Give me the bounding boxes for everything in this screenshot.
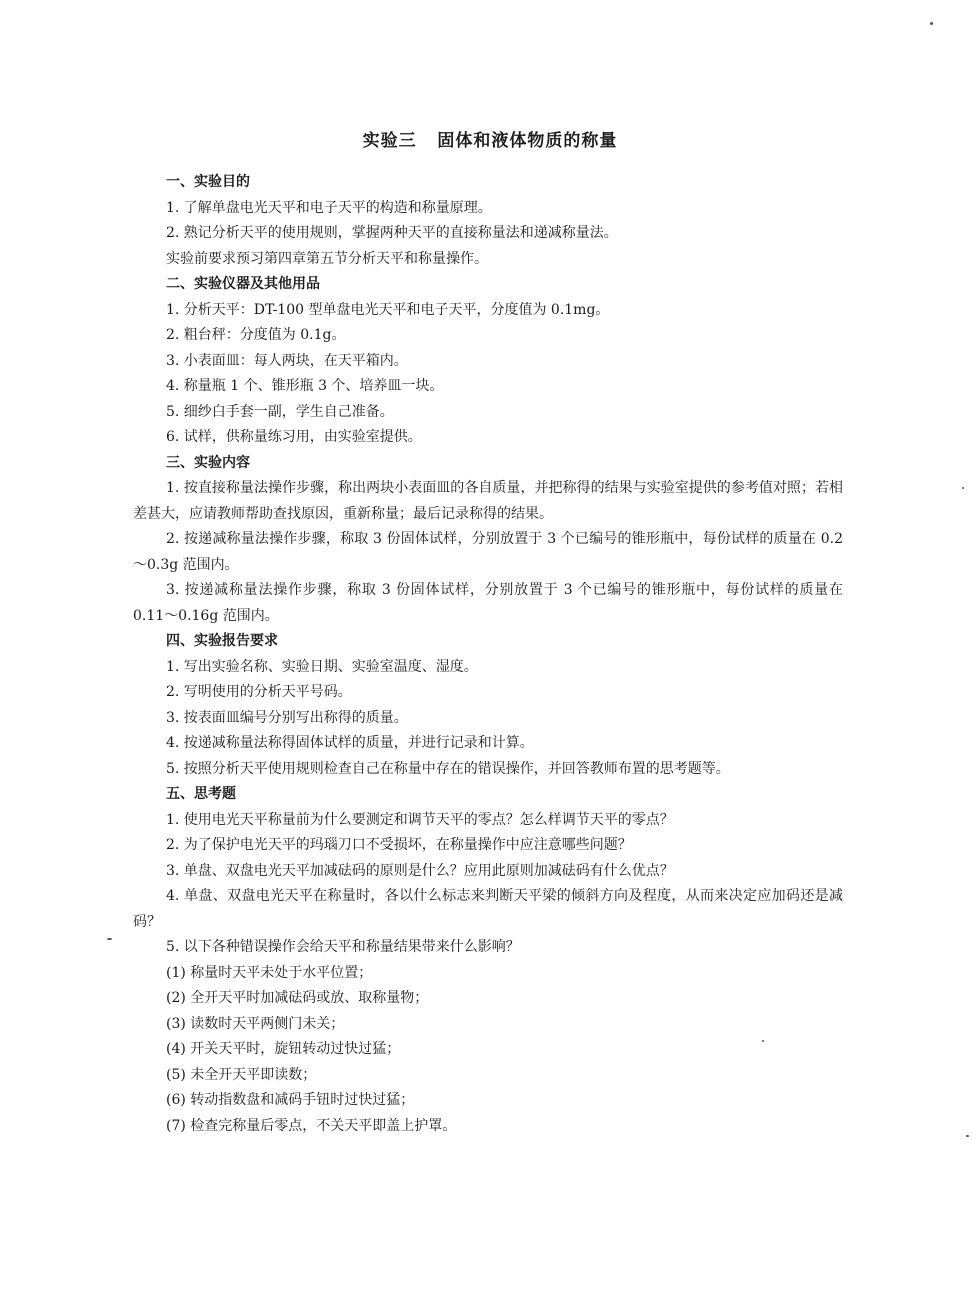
page-title: 实验三 固体和液体物质的称量 [362,131,618,151]
list-item: 3. 单盘、双盘电光天平加减砝码的原则是什么？应用此原则加减砝码有什么优点？ [166,862,674,879]
list-item: (7) 检查完称量后零点，不关天平即盖上护罩。 [166,1117,457,1134]
paragraph: 2. 按递减称量法操作步骤，称取 3 份固体试样，分别放置于 3 个已编号的锥形瓶中，每份试样的质量在 0.2～0.3g 范围内。 [133,531,843,573]
paragraph: 5. 按照分析天平使用规则检查自己在称量中存在的错误操作，并回答教师布置的思考题等。 [166,760,730,777]
list-item: 6. 试样，供称量练习用，由实验室提供。 [166,429,422,445]
list-item: 1. 了解单盘电光天平和电子天平的构造和称量原理。 [166,199,492,216]
list-item: (3) 读数时天平两侧门未关； [166,1015,345,1032]
list-item: (5) 未全开天平即读数； [166,1066,317,1083]
list-item: 2. 熟记分析天平的使用规则，掌握两种天平的直接称量法和递减称量法。 [166,225,618,241]
list-item: (6) 转动指数盘和减码手钮时过快过猛； [166,1092,415,1108]
section-heading-report: 四、实验报告要求 [166,633,278,649]
section-heading-questions: 五、思考题 [166,786,236,802]
section-heading-content: 三、实验内容 [166,454,250,471]
list-item: 3. 按表面皿编号分别写出称得的质量。 [166,709,408,726]
list-item: (1) 称量时天平未处于水平位置； [166,964,373,981]
paragraph: 1. 按直接称量法操作步骤，称出两块小表面皿的各自质量，并把称得的结果与实验室提供的参考值对照；若相差甚大，应请教师帮助查找原因，重新称量；最后记录称得的结果。 [133,480,843,522]
list-item: (4) 开关天平时，旋钮转动过快过猛； [166,1041,401,1057]
list-item: 2. 为了保护电光天平的玛瑙刀口不受损坏，在称量操作中应注意哪些问题？ [166,837,632,853]
list-item: 2. 粗台秤：分度值为 0.1g。 [166,327,346,343]
scan-speck [966,1135,969,1137]
document-body [133,170,843,1139]
scan-speck [962,487,964,489]
list-item: 2. 写明使用的分析天平号码。 [166,684,352,700]
list-item: 实验前要求预习第四章第五节分析天平和称量操作。 [166,250,488,267]
list-item: 4. 按递减称量法称得固体试样的质量，并进行记录和计算。 [166,735,534,751]
list-item: 4. 称量瓶 1 个、锥形瓶 3 个、培养皿一块。 [166,378,444,394]
list-item: 1. 使用电光天平称量前为什么要测定和调节天平的零点？怎么样调节天平的零点？ [166,811,674,828]
scan-speck [930,22,933,25]
paragraph: 4. 单盘、双盘电光天平在称量时，各以什么标志来判断天平梁的倾斜方向及程度，从而来决定应加码还是减码？ [133,888,843,930]
list-item: (2) 全开天平时加减砝码或放、取称量物； [166,990,429,1006]
list-item: 5. 以下各种错误操作会给天平和称量结果带来什么影响？ [166,939,520,955]
section-heading-objectives: 一、实验目的 [166,174,250,190]
scan-speck [762,1040,764,1042]
list-item: 3. 小表面皿：每人两块，在天平箱内。 [166,352,408,369]
scan-speck [107,938,112,940]
section-heading-equipment: 二、实验仪器及其他用品 [166,276,320,292]
paragraph: 3. 按递减称量法操作步骤，称取 3 份固体试样，分别放置于 3 个已编号的锥形瓶中，每份试样的质量在 0.11～0.16g 范围内。 [133,582,843,624]
list-item: 5. 细纱白手套一副，学生自己准备。 [166,403,394,420]
list-item: 1. 分析天平：DT-100 型单盘电光天平和电子天平，分度值为 0.1mg。 [166,301,610,318]
list-item: 1. 写出实验名称、实验日期、实验室温度、湿度。 [166,658,478,675]
